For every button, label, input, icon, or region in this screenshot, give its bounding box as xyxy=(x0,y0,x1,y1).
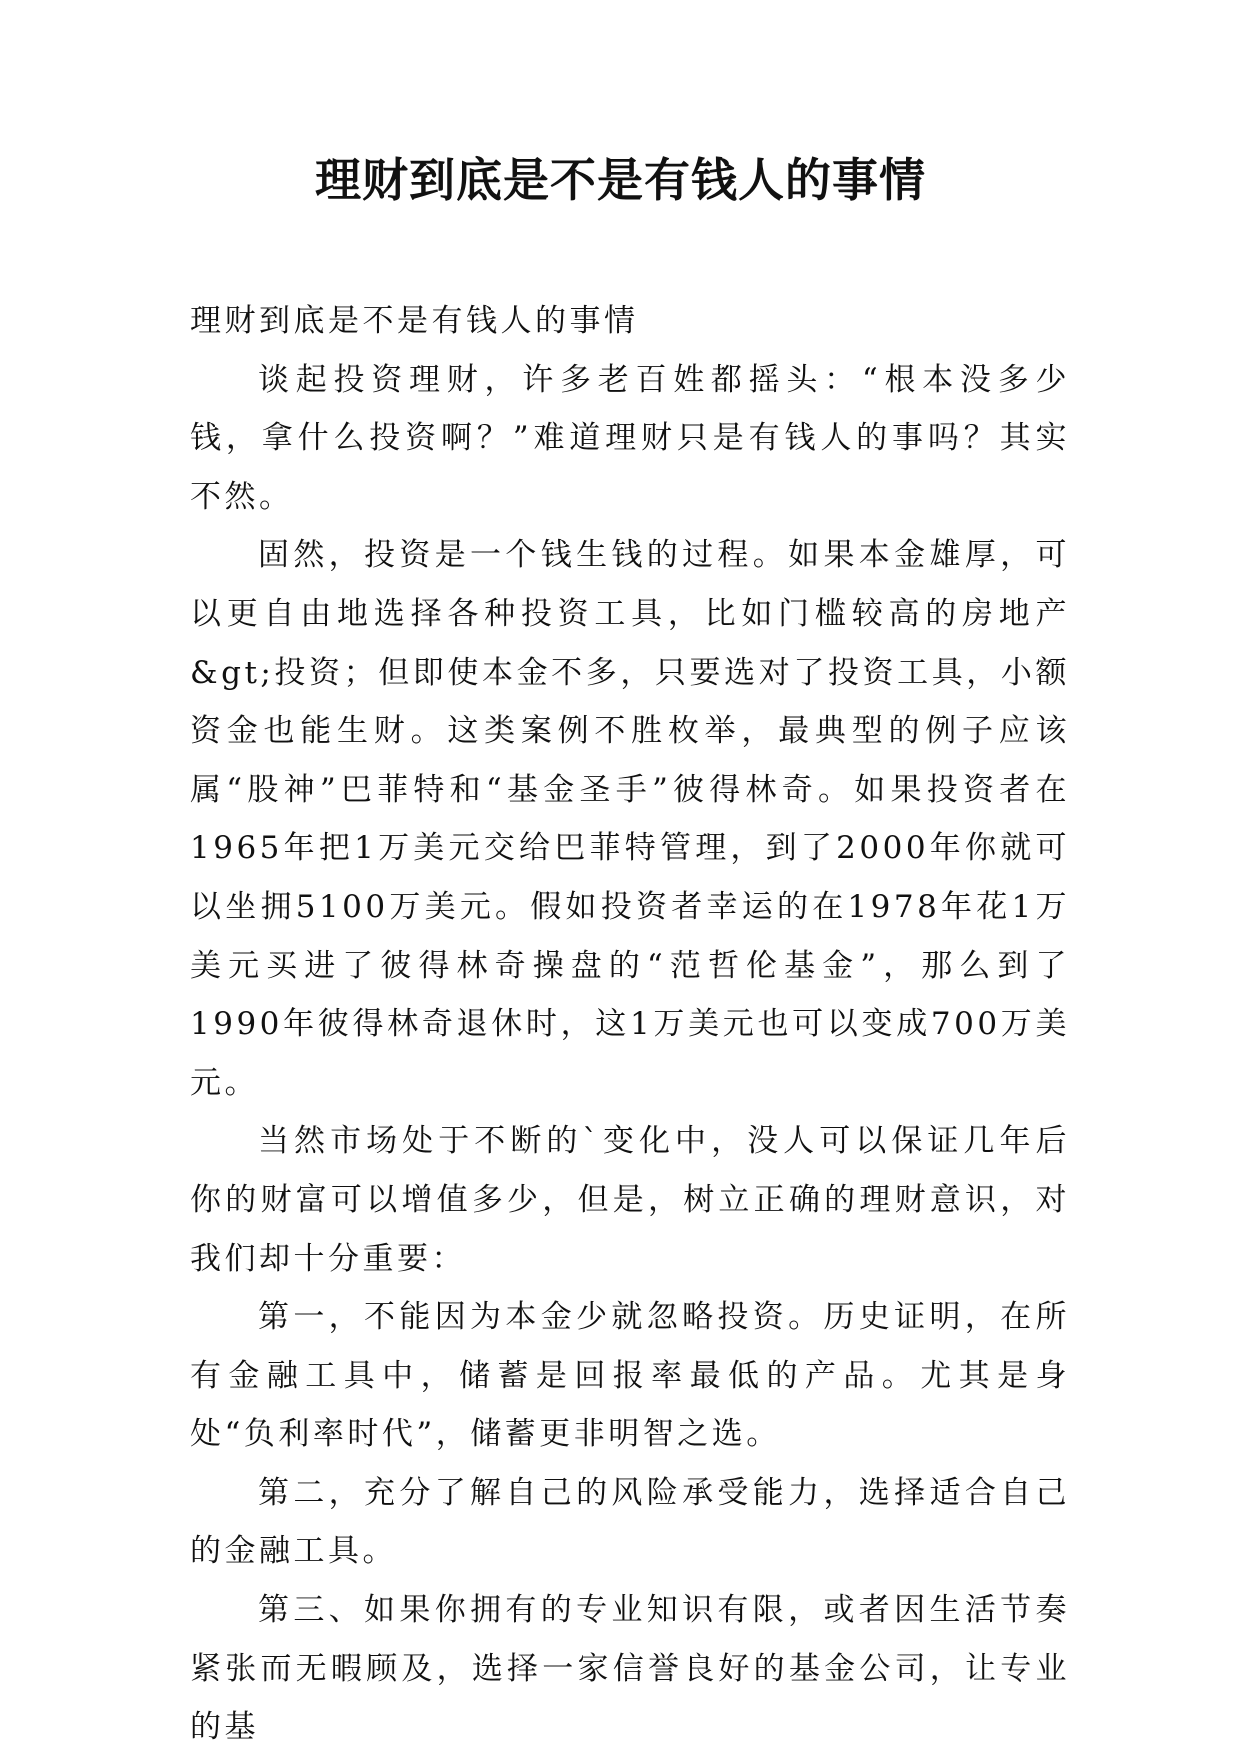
paragraph-subtitle: 理财到底是不是有钱人的事情 xyxy=(190,303,639,339)
paragraph: 第一，不能因为本金少就忽略投资。历史证明，在所有金融工具中，储蓄是回报率最低的产品。尤其是身处“负利率时代”，储蓄更非明智之选。 xyxy=(190,1299,1070,1453)
paragraph: 固然，投资是一个钱生钱的过程。如果本金雄厚，可以更自由地选择各种投资工具，比如门槛较高的房地产&gt;投资；但即使本金不多，只要选对了投资工具，小额资金也能生财。这类案例不胜枚举，最典型的例子应该属“股神”巴菲特和“基金圣手”彼得林奇。如果投资者在1965年把1万美元交给巴菲特管理，到了2000年你就可以坐拥5100万美元。假如投资者幸运的在1978年花1万美元买进了彼得林奇操盘的“范哲伦基金”，那么到了1990年彼得林奇退休时，这1万美元也可以变成700万美元。 xyxy=(190,537,1070,1101)
paragraph: 谈起投资理财，许多老百姓都摇头：“根本没多少钱，拿什么投资啊？”难道理财只是有钱人的事吗？其实不然。 xyxy=(190,361,1070,515)
paragraph: 第二，充分了解自己的风险承受能力，选择适合自己的金融工具。 xyxy=(190,1474,1070,1570)
document-body xyxy=(190,292,1070,1757)
document-title: 理财到底是不是有钱人的事情 xyxy=(315,153,926,207)
paragraph: 当然市场处于不断的`变化中，没人可以保证几年后你的财富可以增值多少，但是，树立正确的理财意识，对我们却十分重要： xyxy=(190,1123,1070,1277)
paragraph: 第三、如果你拥有的专业知识有限，或者因生活节奏紧张而无暇顾及，选择一家信誉良好的基金公司，让专业的基 xyxy=(190,1592,1070,1746)
